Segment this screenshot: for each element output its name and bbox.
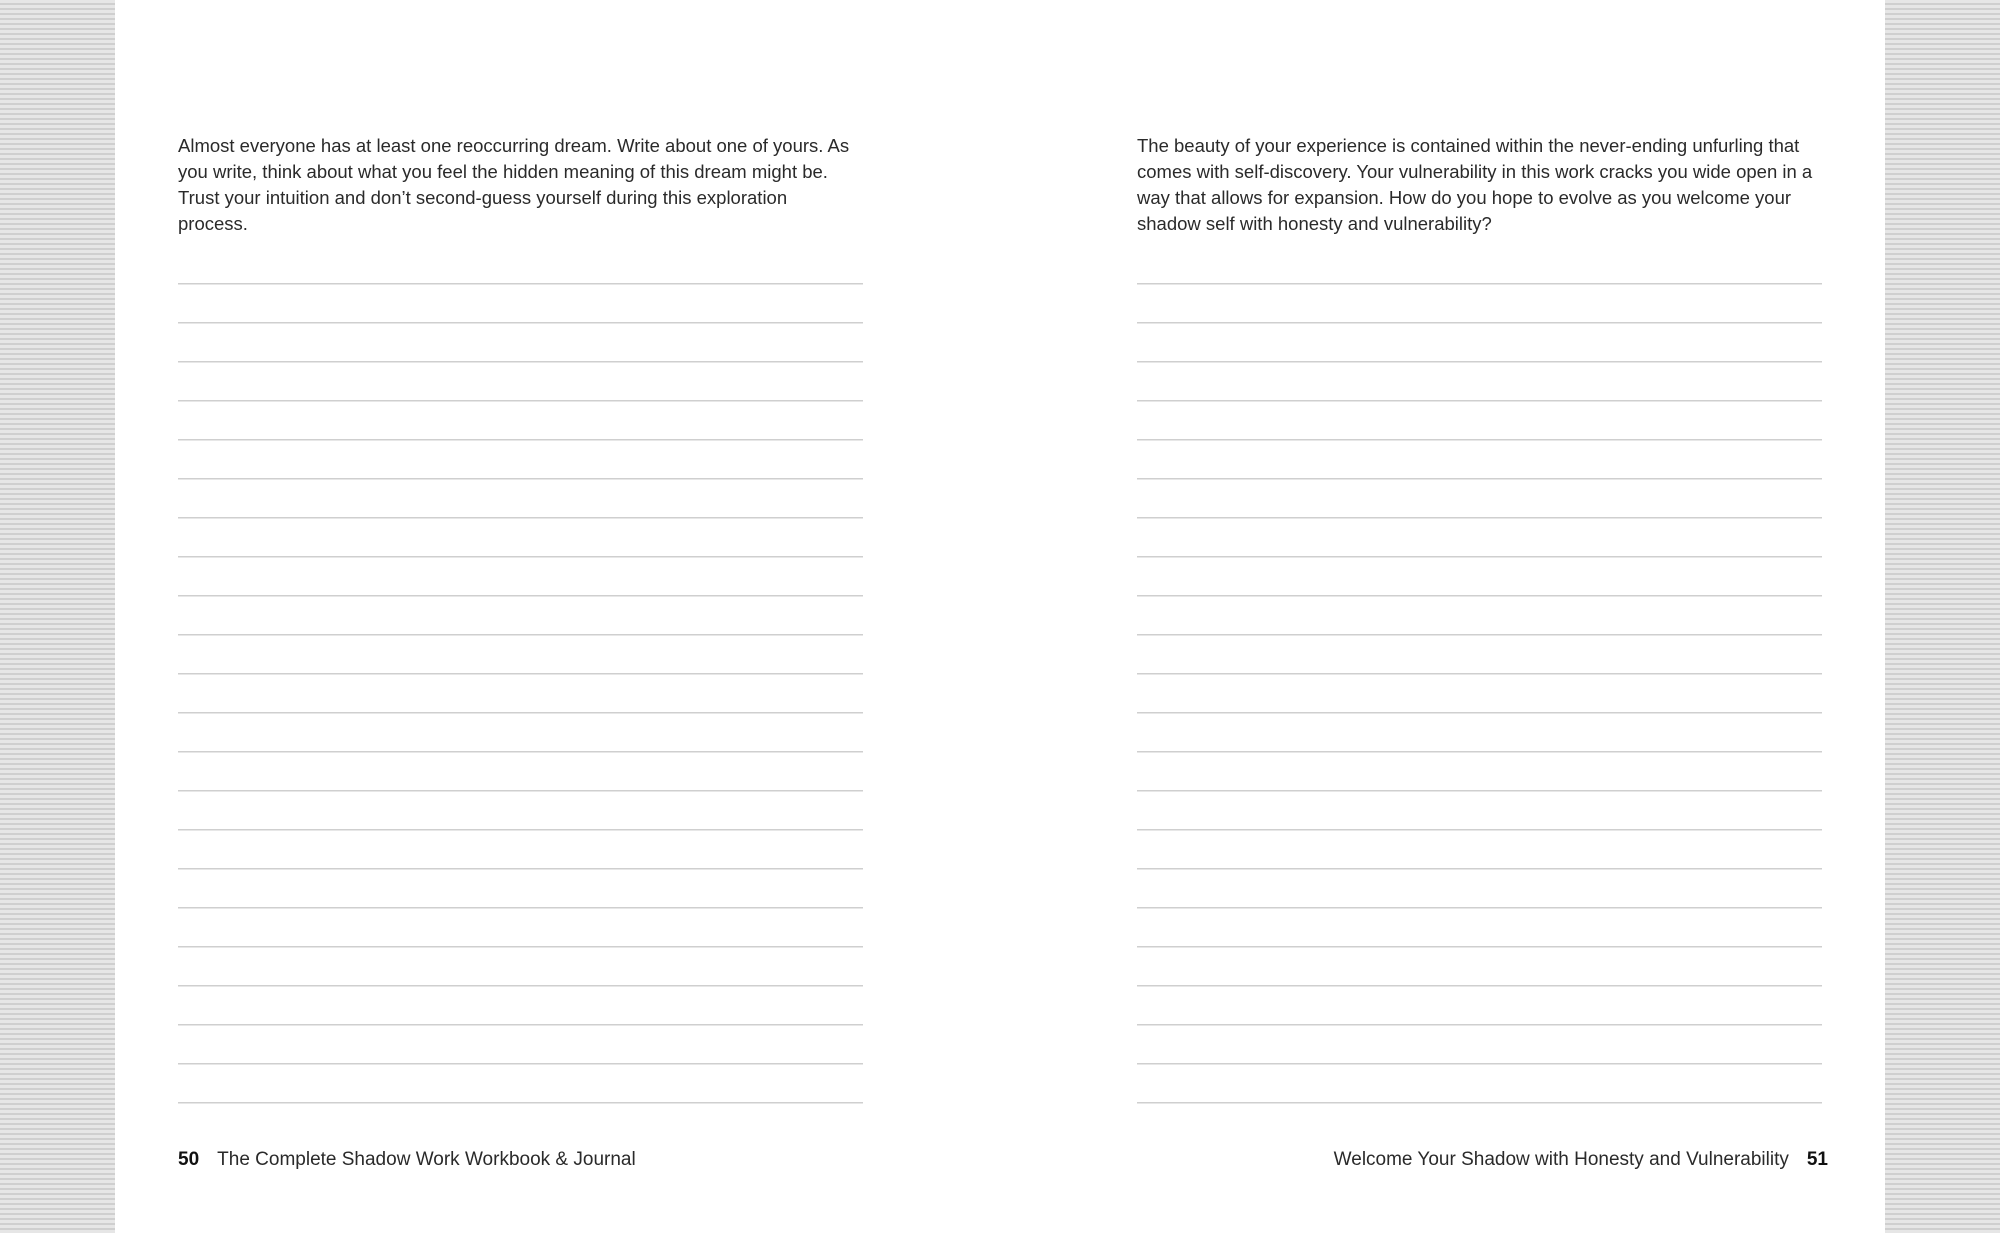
book-spread — [115, 0, 1885, 1233]
journal-prompt: The beauty of your experience is contained within the never-ending unfurling that comes with self-discovery. Your vulnerability in this work cracks you wide open in a way that allows for expansion. How do you hope to evolve as you welcome your shadow self with honesty and vulnerability? — [1137, 135, 1813, 234]
running-title: Welcome Your Shadow with Honesty and Vulnerability — [1333, 1149, 1789, 1170]
writing-lines[interactable] — [1137, 246, 1822, 1104]
writing-lines[interactable] — [178, 246, 863, 1104]
left-page — [115, 0, 1000, 1233]
page-footer — [178, 1148, 636, 1172]
page-number: 50 — [178, 1149, 200, 1170]
running-title: The Complete Shadow Work Workbook & Journal — [217, 1149, 636, 1170]
page-number: 51 — [1806, 1149, 1828, 1170]
right-page — [1000, 0, 1885, 1233]
page-footer — [1334, 1148, 1828, 1172]
journal-prompt: Almost everyone has at least one reoccurring dream. Write about one of yours. As you write, think about what you feel the hidden meaning of this dream might be. Trust your intuition and don’t second-guess yourself during this exploration process. — [178, 135, 850, 234]
